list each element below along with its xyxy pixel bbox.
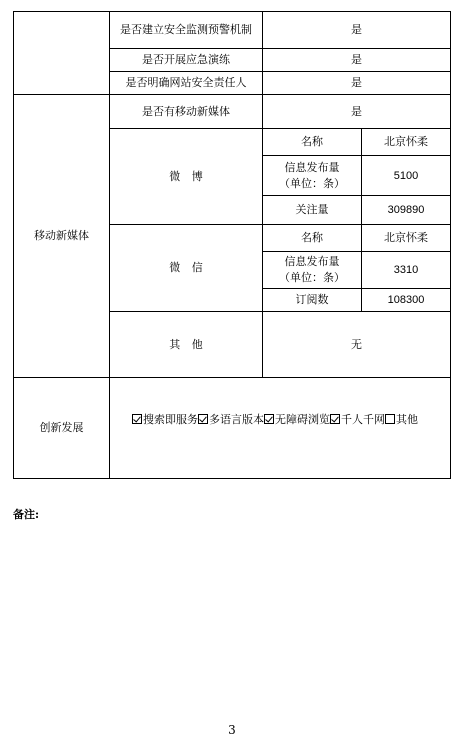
drill-label xyxy=(109,48,263,72)
responsible-label-text: 是否明确网站安全责任人 xyxy=(125,76,247,89)
has-mobile-value xyxy=(262,94,451,129)
weibo-followers-label xyxy=(262,195,362,225)
weibo-followers-value-text: 309890 xyxy=(387,204,425,216)
drill-label-text: 是否开展应急演练 xyxy=(142,53,230,66)
drill-value-text: 是 xyxy=(351,53,362,66)
wechat-posts-value-text: 3310 xyxy=(393,264,419,276)
wechat-name-label-text: 名称 xyxy=(301,231,323,244)
responsible-label xyxy=(109,71,263,95)
wechat-posts-value xyxy=(361,251,451,289)
note-label: 备注: xyxy=(13,508,40,521)
wechat-name-label xyxy=(262,224,362,252)
option-accessible: 无障碍浏览 xyxy=(275,413,330,426)
has-mobile-value-text: 是 xyxy=(351,104,362,118)
wechat-posts-label xyxy=(262,251,362,289)
monitoring-label-text: 是否建立安全监测预警机制 xyxy=(120,23,252,36)
security-group-cell xyxy=(13,11,110,95)
weibo-posts-value xyxy=(361,155,451,196)
wechat-subscribers-value xyxy=(361,288,451,312)
option-multilingual: 多语言版本 xyxy=(209,413,264,426)
mobile-section-label xyxy=(13,94,110,378)
wechat-posts-label-text: 信息发布量（单位：条） xyxy=(279,255,345,284)
weibo-name-label-text: 名称 xyxy=(301,135,323,148)
weibo-label xyxy=(109,128,263,225)
option-personalized: 千人千网 xyxy=(341,413,385,426)
monitoring-value-text: 是 xyxy=(351,23,362,36)
weibo-posts-value-text: 5100 xyxy=(393,169,419,182)
innovation-options xyxy=(132,411,418,427)
responsible-value xyxy=(262,71,451,95)
weibo-name-value xyxy=(361,128,451,156)
innovation-label xyxy=(13,377,110,479)
monitoring-value xyxy=(262,11,451,49)
checkbox-accessible[interactable] xyxy=(264,414,274,424)
innovation-options-cell xyxy=(109,377,451,479)
mobile-section-label-text: 移动新媒体 xyxy=(34,229,89,242)
has-mobile-label xyxy=(109,94,263,129)
other-label-text: 其 他 xyxy=(169,337,203,351)
checkbox-personalized[interactable] xyxy=(330,414,340,424)
weibo-name-value-text: 北京怀柔 xyxy=(384,135,428,148)
weibo-label-text: 微 博 xyxy=(169,169,203,183)
wechat-subscribers-value-text: 108300 xyxy=(387,294,425,306)
weibo-posts-label xyxy=(262,155,362,196)
monitoring-label xyxy=(109,11,263,49)
wechat-name-value-text: 北京怀柔 xyxy=(384,231,428,244)
wechat-label xyxy=(109,224,263,312)
wechat-subscribers-label xyxy=(262,288,362,312)
checkbox-other[interactable] xyxy=(385,414,395,424)
weibo-followers-label-text: 关注量 xyxy=(295,203,329,216)
other-value xyxy=(262,311,451,378)
option-search-service: 搜索即服务 xyxy=(143,413,198,426)
drill-value xyxy=(262,48,451,72)
option-other: 其他 xyxy=(396,413,418,426)
wechat-name-value xyxy=(361,224,451,252)
weibo-name-label xyxy=(262,128,362,156)
wechat-subscribers-label-text: 订阅数 xyxy=(295,293,329,306)
other-value-text: 无 xyxy=(351,337,362,351)
innovation-label-text: 创新发展 xyxy=(39,421,84,434)
weibo-posts-label-text: 信息发布量（单位：条） xyxy=(279,160,345,190)
has-mobile-label-text: 是否有移动新媒体 xyxy=(142,104,230,118)
checkbox-multilingual[interactable] xyxy=(198,414,208,424)
responsible-value-text: 是 xyxy=(351,76,362,89)
weibo-followers-value xyxy=(361,195,451,225)
other-label xyxy=(109,311,263,378)
page-number: 3 xyxy=(228,723,236,737)
wechat-label-text: 微 信 xyxy=(169,261,203,274)
checkbox-search-service[interactable] xyxy=(132,414,142,424)
